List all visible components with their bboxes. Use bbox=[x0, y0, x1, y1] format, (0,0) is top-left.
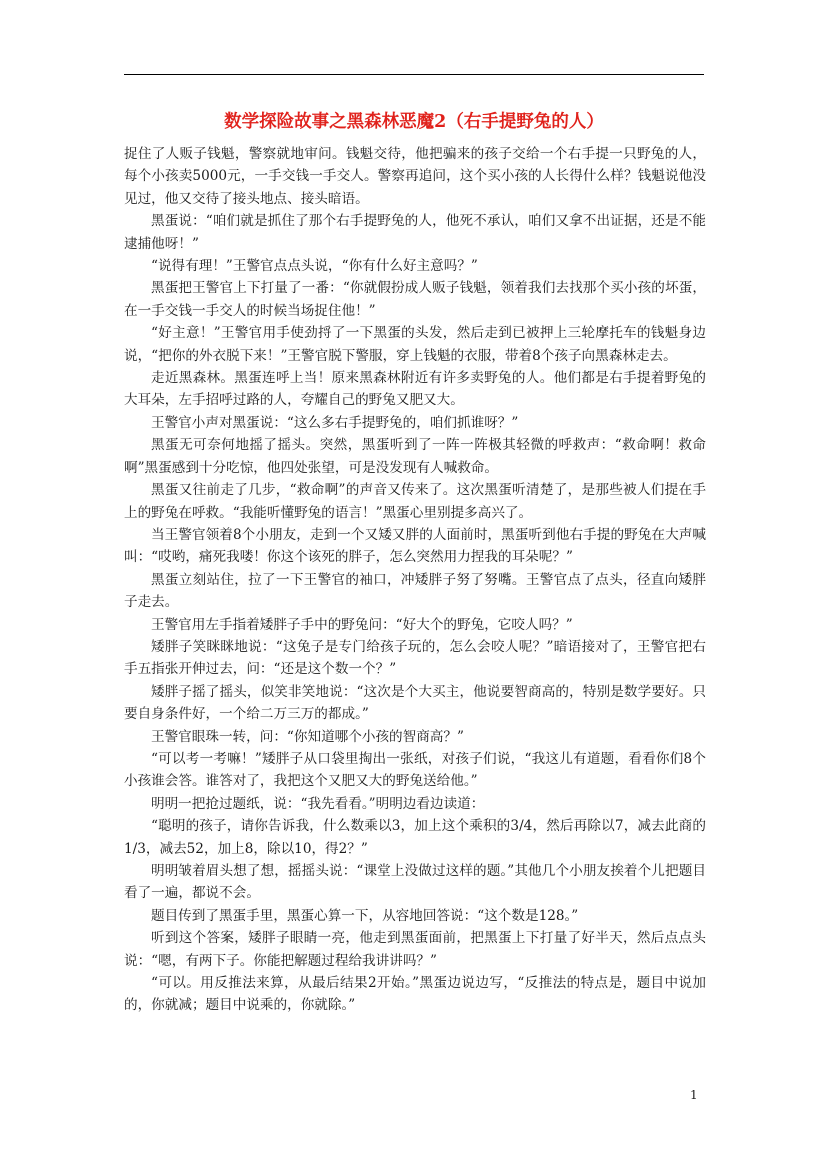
paragraph: 题目传到了黑蛋手里，黑蛋心算一下，从容地回答说：“这个数是128。” bbox=[151, 907, 579, 924]
paragraph: 黑蛋又往前走了几步，“救命啊”的声音又传来了。这次黑蛋听清楚了，是那些被人们提在手上的野兔在呼救。“我能听懂野兔的语言！”黑蛋心里别提多高兴了。 bbox=[124, 482, 706, 521]
paragraph: 王警官用左手指着矮胖子手中的野兔问：“好大个的野兔，它咬人吗？” bbox=[151, 616, 573, 633]
paragraph: 矮胖子笑眯眯地说：“这兔子是专门给孩子玩的，怎么会咬人呢？”暗语接对了，王警官把右手五指张开伸过去，问：“还是这个数一个？” bbox=[124, 638, 706, 678]
paragraph: 黑蛋立刻站住，拉了一下王警官的袖口，冲矮胖子努了努嘴。王警官点了点头，径直向矮胖子走去。 bbox=[124, 571, 706, 611]
page-number: 1 bbox=[690, 1088, 698, 1102]
paragraph: 王警官小声对黑蛋说：“这么多右手提野兔的，咱们抓谁呀？” bbox=[151, 414, 519, 431]
paragraph: 黑蛋把王警官上下打量了一番：“你就假扮成人贩子钱魁，领着我们去找那个买小孩的坏蛋，在一手交钱一手交人的时候当场捉住他！” bbox=[124, 280, 706, 319]
document-title: 数学探险故事之黑森林恶魔2（右手提野兔的人） bbox=[224, 112, 604, 132]
paragraph: 矮胖子摇了摇头，似笑非笑地说：“这次是个大买主，他说要智商高的，特别是数学要好。只要自身条件好，一个给二万三万的都成。” bbox=[124, 683, 706, 723]
paragraph: 黑蛋说：“咱们就是抓住了那个右手提野兔的人，他死不承认，咱们又拿不出证据，还是不能逮捕他呀！” bbox=[124, 213, 706, 252]
paragraph: “可以考一考嘛！”矮胖子从口袋里掏出一张纸，对孩子们说，“我这儿有道题，看看你们8个小孩谁会答。谁答对了，我把这个又肥又大的野兔送给他。” bbox=[124, 750, 706, 790]
paragraph: “聪明的孩子，请你告诉我，什么数乘以3，加上这个乘积的3/4，然后再除以7，减去此商的1/3，减去52，加上8，除以10，得2？” bbox=[124, 818, 706, 857]
paragraph: 明明皱着眉头想了想，摇摇头说：“课堂上没做过这样的题。”其他几个小朋友挨着个儿把题目看了一遍，都说不会。 bbox=[124, 863, 706, 902]
paragraph: “好主意！”王警官用手使劲捋了一下黑蛋的头发，然后走到已被押上三轮摩托车的钱魁身边说，“把你的外衣脱下来！”王警官脱下警服，穿上钱魁的衣服，带着8个孩子向黑森林走去。 bbox=[124, 325, 706, 364]
paragraph: 捉住了人贩子钱魁，警察就地审问。钱魁交待，他把骗来的孩子交给一个右手提一只野兔的人，每个小孩卖5000元，一手交钱一手交人。警察再追问，这个买小孩的人长得什么样？钱魁说他没见过，他又交待了接头地点、接头暗语。 bbox=[124, 146, 706, 207]
paragraph: 明明一把抢过题纸，说：“我先看看。”明明边看边读道： bbox=[151, 795, 485, 812]
paragraph: 当王警官领着8个小朋友，走到一个又矮又胖的人面前时，黑蛋听到他右手提的野兔在大声喊叫：“哎哟，痛死我喽！你这个该死的胖子，怎么突然用力捏我的耳朵呢？” bbox=[124, 526, 706, 566]
paragraph: 听到这个答案，矮胖子眼睛一亮，他走到黑蛋面前，把黑蛋上下打量了好半天，然后点点头说：“嗯，有两下子。你能把解题过程给我讲讲吗？” bbox=[124, 930, 706, 969]
paragraph: 王警官眼珠一转，问：“你知道哪个小孩的智商高？” bbox=[151, 728, 464, 745]
paragraph: “可以。用反推法来算，从最后结果2开始。”黑蛋边说边写，“反推法的特点是，题目中说加的，你就减；题目中说乘的，你就除。” bbox=[124, 975, 706, 1014]
paragraph: 走近黑森林。黑蛋连呼上当！原来黑森林附近有许多卖野兔的人。他们都是右手提着野兔的大耳朵，左手招呼过路的人，夸耀自己的野兔又肥又大。 bbox=[124, 370, 706, 409]
document-body bbox=[124, 143, 706, 1017]
header-rule bbox=[124, 74, 704, 75]
paragraph: 黑蛋无可奈何地摇了摇头。突然，黑蛋听到了一阵一阵极其轻微的呼救声：“救命啊！救命啊”黑蛋感到十分吃惊，他四处张望，可是没发现有人喊救命。 bbox=[124, 437, 706, 476]
paragraph: “说得有理！”王警官点点头说，“你有什么好主意吗？” bbox=[151, 258, 478, 275]
